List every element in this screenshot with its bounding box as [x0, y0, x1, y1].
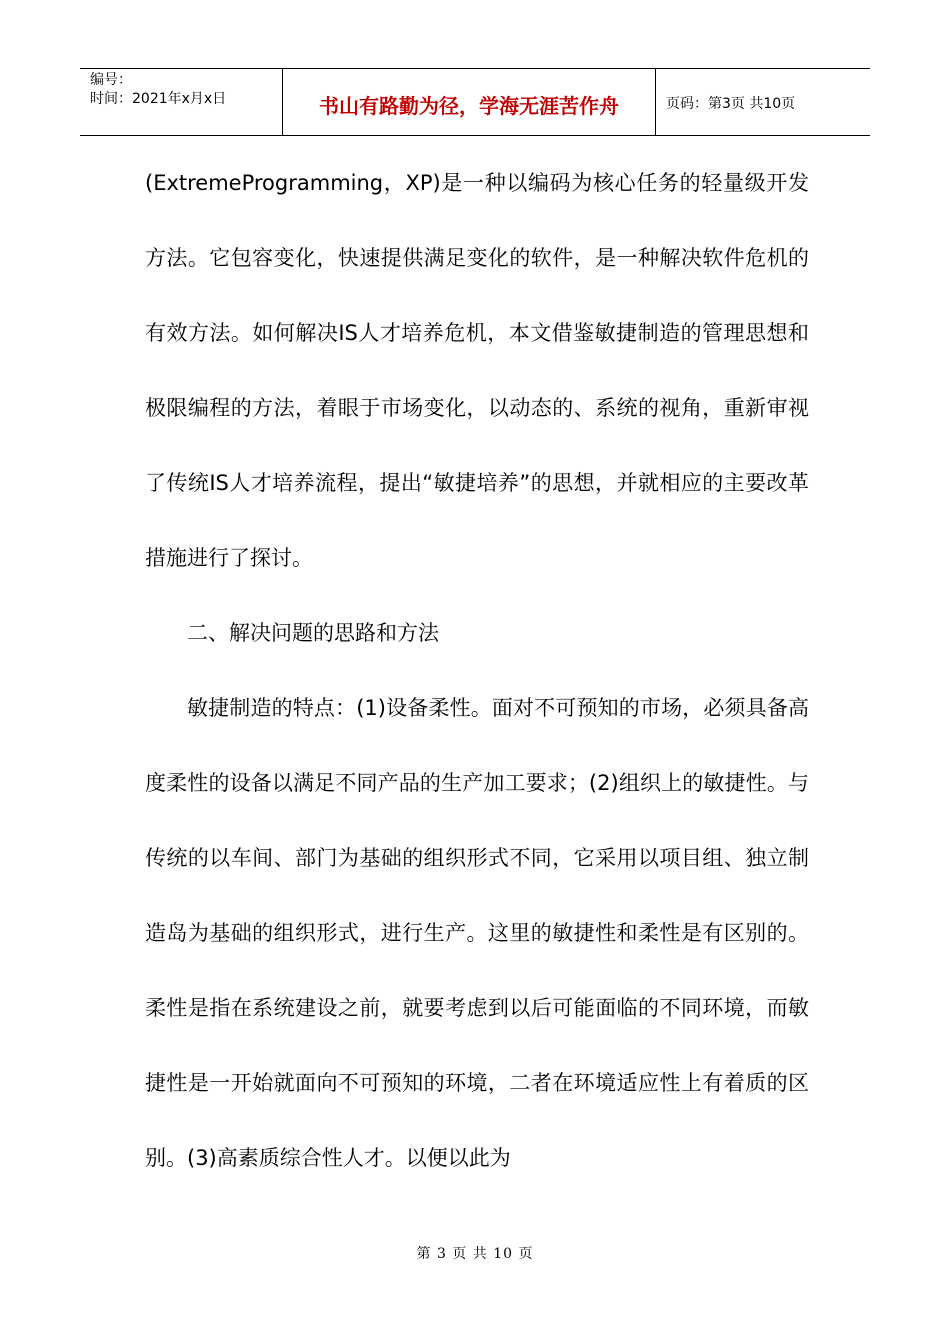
page-footer: 第 3 页 共 10 页 [416, 1246, 534, 1262]
paragraph: 敏捷制造的特点：(1)设备柔性。面对不可预知的市场，必须具备高度柔性的设备以满足不同产品的生产加工要求；(2)组织上的敏捷性。与传统的以车间、部门为基础的组织形式不同，它采用以项目组、独立制造岛为基础的组织形式，进行生产。这里的敏捷性和柔性是有区别的。柔性是指在系统建设之前，就要考虑到以后可能面临的不同环境，而敏捷性是一开始就面向不可预知的环境，二者在环境适应性上有着质的区别。(3)高素质综合性人才。以便以此为 [145, 696, 809, 1170]
document-number-label: 编号： [90, 72, 132, 88]
section-heading: 二、解决问题的思路和方法 [187, 621, 439, 645]
paragraph-continued: (ExtremeProgramming，XP)是一种以编码为核心任务的轻量级开发方法。它包容变化，快速提供满足变化的软件，是一种解决软件危机的有效方法。如何解决IS人才培养危机，本文借鉴敏捷制造的管理思想和极限编程的方法，着眼于市场变化，以动态的、系统的视角，重新审视了传统IS人才培养流程，提出“敏捷培养”的思想，并就相应的主要改革措施进行了探讨。 [145, 171, 809, 570]
header-page-info: 页码：第3页 共10页 [666, 96, 796, 112]
page-header [80, 68, 870, 136]
header-meta [80, 69, 282, 135]
document-time-label: 时间：2021年x月x日 [90, 91, 227, 107]
document-body [145, 146, 809, 1196]
header-motto: 书山有路勤为径，学海无涯苦作舟 [282, 69, 656, 135]
